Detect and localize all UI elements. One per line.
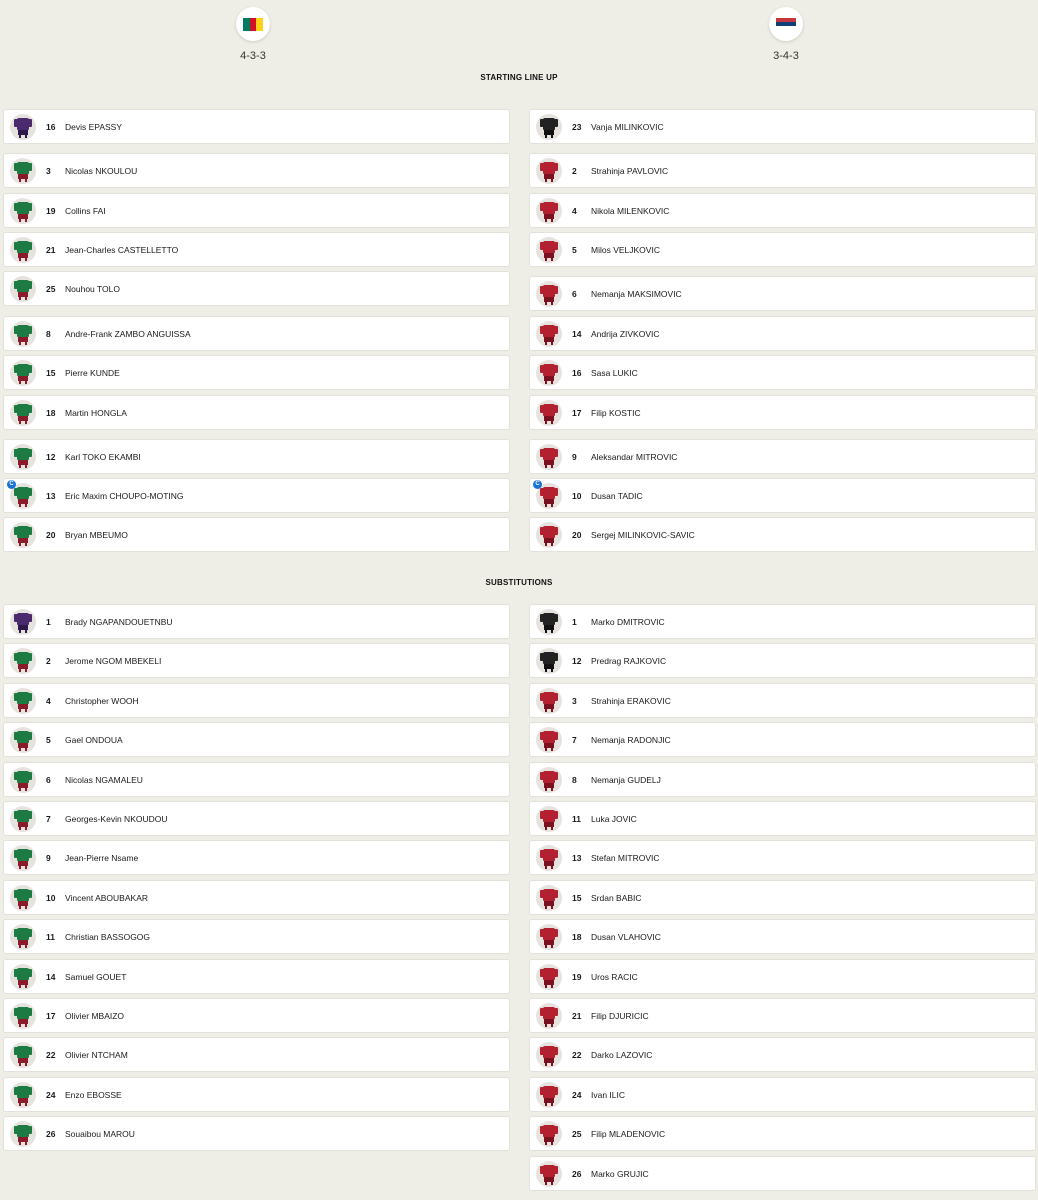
player-number: 22 [572, 1049, 582, 1060]
player-name: Sasa LUKIC [591, 367, 638, 378]
player-avatar [536, 806, 562, 832]
player-number: 9 [572, 451, 577, 462]
jersey-icon [540, 239, 558, 261]
player-row[interactable] [3, 478, 510, 513]
player-name: Stefan MITROVIC [591, 852, 660, 863]
jersey-icon [14, 769, 32, 791]
jersey-icon [14, 362, 32, 384]
player-avatar [10, 806, 36, 832]
player-avatar [536, 1121, 562, 1147]
player-number: 11 [572, 813, 581, 824]
player-name: Jean-Charles CASTELLETTO [65, 244, 179, 255]
player-name: Olivier NTCHAM [65, 1049, 128, 1060]
player-number: 14 [46, 971, 56, 982]
player-name: Andre-Frank ZAMBO ANGUISSA [65, 328, 191, 339]
away-team-flag [769, 7, 803, 41]
player-avatar [536, 522, 562, 548]
jersey-icon [14, 239, 32, 261]
player-avatar [536, 483, 562, 509]
player-number: 26 [46, 1128, 56, 1139]
player-row[interactable] [529, 1156, 1036, 1191]
player-row[interactable] [3, 355, 510, 390]
jersey-icon [540, 402, 558, 424]
home-team-flag [236, 7, 270, 41]
player-avatar [10, 727, 36, 753]
player-name: Eric Maxim CHOUPO-MOTING [65, 490, 184, 501]
jersey-icon [540, 160, 558, 182]
player-name: Brady NGAPANDOUETNBU [65, 616, 173, 627]
player-avatar [536, 648, 562, 674]
player-name: Nikola MILENKOVIC [591, 205, 670, 216]
jersey-icon [14, 402, 32, 424]
player-row[interactable] [529, 316, 1036, 351]
player-row[interactable] [529, 1077, 1036, 1112]
player-number: 19 [572, 971, 582, 982]
player-avatar [10, 114, 36, 140]
player-name: Nicolas NGAMALEU [65, 774, 143, 785]
player-avatar [536, 360, 562, 386]
jersey-icon [540, 362, 558, 384]
player-avatar [10, 483, 36, 509]
player-number: 20 [572, 529, 582, 540]
player-name: Andrija ZIVKOVIC [591, 328, 660, 339]
player-name: Marko GRUJIC [591, 1168, 649, 1179]
player-name: Martin HONGLA [65, 407, 127, 418]
player-name: Nemanja MAKSIMOVIC [591, 288, 682, 299]
player-row[interactable] [529, 604, 1036, 639]
player-avatar [10, 400, 36, 426]
serbia-flag-icon [776, 18, 796, 31]
player-name: Ivan ILIC [591, 1089, 626, 1100]
player-row[interactable] [529, 439, 1036, 474]
player-number: 25 [46, 283, 56, 294]
player-number: 21 [572, 1010, 582, 1021]
jersey-icon [14, 1084, 32, 1106]
player-number: 8 [572, 774, 577, 785]
jersey-icon [14, 690, 32, 712]
player-avatar [10, 360, 36, 386]
player-row[interactable] [3, 722, 510, 757]
player-name: Darko LAZOVIC [591, 1049, 653, 1060]
player-number: 13 [46, 490, 56, 501]
player-name: Filip KOSTIC [591, 407, 641, 418]
player-number: 18 [572, 931, 582, 942]
jersey-icon [14, 446, 32, 468]
player-avatar [10, 648, 36, 674]
player-name: Karl TOKO EKAMBI [65, 451, 141, 462]
player-row[interactable] [3, 316, 510, 351]
player-name: Srdan BABIC [591, 892, 642, 903]
player-row[interactable] [529, 643, 1036, 678]
jersey-icon [540, 847, 558, 869]
player-avatar [10, 964, 36, 990]
player-row[interactable] [3, 880, 510, 915]
jersey-icon [14, 611, 32, 633]
player-number: 13 [572, 852, 582, 863]
player-avatar [10, 444, 36, 470]
player-row[interactable] [529, 998, 1036, 1033]
jersey-icon [14, 926, 32, 948]
player-name: Jerome NGOM MBEKELI [65, 655, 162, 666]
player-avatar [536, 688, 562, 714]
player-row[interactable] [529, 919, 1036, 954]
jersey-icon [540, 808, 558, 830]
jersey-icon [14, 160, 32, 182]
player-name: Nouhou TOLO [65, 283, 120, 294]
player-name: Georges-Kevin NKOUDOU [65, 813, 168, 824]
player-name: Dusan VLAHOVIC [591, 931, 661, 942]
jersey-icon [14, 650, 32, 672]
player-avatar [536, 237, 562, 263]
player-number: 4 [46, 695, 51, 706]
player-row[interactable] [529, 478, 1036, 513]
player-avatar [536, 609, 562, 635]
player-avatar [536, 964, 562, 990]
player-row[interactable] [3, 1116, 510, 1151]
player-avatar [10, 1003, 36, 1029]
jersey-icon [14, 1044, 32, 1066]
player-name: Souaibou MAROU [65, 1128, 135, 1139]
player-number: 17 [46, 1010, 56, 1021]
player-number: 26 [572, 1168, 582, 1179]
player-row[interactable] [529, 959, 1036, 994]
player-number: 16 [572, 367, 582, 378]
player-number: 15 [572, 892, 582, 903]
player-row[interactable] [529, 762, 1036, 797]
jersey-icon [14, 278, 32, 300]
player-name: Sergej MILINKOVIC-SAVIC [591, 529, 695, 540]
player-name: Vincent ABOUBAKAR [65, 892, 148, 903]
jersey-icon [540, 729, 558, 751]
player-number: 3 [46, 165, 51, 176]
player-row[interactable] [3, 1077, 510, 1112]
player-avatar [10, 158, 36, 184]
player-number: 15 [46, 367, 56, 378]
jersey-icon [540, 611, 558, 633]
player-number: 16 [46, 121, 56, 132]
player-row[interactable] [3, 683, 510, 718]
player-row[interactable] [529, 517, 1036, 552]
player-avatar [10, 767, 36, 793]
player-name: Filip DJURICIC [591, 1010, 649, 1021]
player-avatar [10, 924, 36, 950]
player-name: Christian BASSOGOG [65, 931, 151, 942]
player-row[interactable] [529, 1116, 1036, 1151]
player-avatar [536, 767, 562, 793]
player-avatar [536, 1161, 562, 1187]
substitutions-heading: SUBSTITUTIONS [485, 578, 553, 587]
player-number: 12 [572, 655, 582, 666]
jersey-icon [540, 769, 558, 791]
player-name: Enzo EBOSSE [65, 1089, 122, 1100]
player-number: 14 [572, 328, 582, 339]
player-number: 19 [46, 205, 56, 216]
jersey-icon [14, 729, 32, 751]
player-row[interactable] [529, 722, 1036, 757]
player-name: Vanja MILINKOVIC [591, 121, 664, 132]
player-number: 23 [572, 121, 582, 132]
player-avatar [10, 198, 36, 224]
player-name: Aleksandar MITROVIC [591, 451, 678, 462]
player-name: Nemanja GUDELJ [591, 774, 661, 785]
player-row[interactable] [529, 801, 1036, 836]
jersey-icon [540, 650, 558, 672]
player-avatar [536, 1042, 562, 1068]
jersey-icon [14, 1123, 32, 1145]
jersey-icon [14, 966, 32, 988]
player-row[interactable] [3, 439, 510, 474]
player-row[interactable] [3, 193, 510, 228]
captain-badge-icon: C [7, 480, 16, 489]
jersey-icon [540, 283, 558, 305]
jersey-icon [540, 323, 558, 345]
player-number: 7 [46, 813, 51, 824]
player-name: Luka JOVIC [591, 813, 637, 824]
player-number: 12 [46, 451, 56, 462]
jersey-icon [540, 446, 558, 468]
jersey-icon [540, 200, 558, 222]
jersey-icon [540, 1005, 558, 1027]
player-row[interactable] [529, 840, 1036, 875]
player-number: 9 [46, 852, 51, 863]
cameroon-flag-icon [243, 18, 263, 31]
player-name: Bryan MBEUMO [65, 529, 128, 540]
player-name: Strahinja PAVLOVIC [591, 165, 669, 176]
player-number: 6 [46, 774, 51, 785]
player-avatar [10, 237, 36, 263]
player-name: Olivier MBAIZO [65, 1010, 125, 1021]
player-avatar [10, 609, 36, 635]
player-row[interactable] [3, 109, 510, 144]
player-number: 3 [572, 695, 577, 706]
player-number: 1 [572, 616, 577, 627]
player-number: 5 [572, 244, 577, 255]
jersey-icon [540, 966, 558, 988]
player-number: 11 [46, 931, 55, 942]
player-name: Nemanja RADONJIC [591, 734, 671, 745]
player-avatar [536, 924, 562, 950]
jersey-icon [14, 323, 32, 345]
player-name: Samuel GOUET [65, 971, 127, 982]
player-avatar [536, 400, 562, 426]
player-avatar [10, 1082, 36, 1108]
jersey-icon [14, 524, 32, 546]
player-avatar [536, 845, 562, 871]
player-number: 24 [46, 1089, 56, 1100]
player-number: 10 [572, 490, 582, 501]
player-row[interactable] [529, 355, 1036, 390]
captain-badge-icon: C [533, 480, 542, 489]
player-number: 5 [46, 734, 51, 745]
player-name: Gael ONDOUA [65, 734, 123, 745]
player-avatar [10, 885, 36, 911]
player-row[interactable] [3, 801, 510, 836]
player-avatar [536, 281, 562, 307]
starting-lineup-heading: STARTING LINE UP [480, 73, 558, 82]
player-row[interactable] [529, 276, 1036, 311]
player-row[interactable] [3, 395, 510, 430]
player-number: 24 [572, 1089, 582, 1100]
player-row[interactable] [3, 271, 510, 306]
player-avatar [536, 321, 562, 347]
player-avatar [536, 1003, 562, 1029]
jersey-icon [540, 524, 558, 546]
player-number: 7 [572, 734, 577, 745]
player-name: Jean-Pierre Nsame [65, 852, 139, 863]
player-number: 2 [572, 165, 577, 176]
player-row[interactable] [3, 153, 510, 188]
player-name: Uros RACIC [591, 971, 638, 982]
jersey-icon [540, 1084, 558, 1106]
player-row[interactable] [3, 998, 510, 1033]
jersey-icon [14, 200, 32, 222]
player-name: Marko DMITROVIC [591, 616, 665, 627]
jersey-icon [540, 485, 558, 507]
player-name: Nicolas NKOULOU [65, 165, 138, 176]
home-formation: 4-3-3 [240, 50, 266, 62]
player-number: 4 [572, 205, 577, 216]
away-formation: 3-4-3 [773, 50, 799, 62]
player-row[interactable] [529, 683, 1036, 718]
player-name: Dusan TADIC [591, 490, 643, 501]
jersey-icon [540, 690, 558, 712]
player-avatar [10, 688, 36, 714]
jersey-icon [14, 485, 32, 507]
player-row[interactable] [529, 232, 1036, 267]
player-number: 6 [572, 288, 577, 299]
player-row[interactable] [3, 517, 510, 552]
player-number: 10 [46, 892, 56, 903]
player-number: 2 [46, 655, 51, 666]
player-avatar [10, 845, 36, 871]
player-row[interactable] [3, 919, 510, 954]
player-avatar [536, 885, 562, 911]
player-row[interactable] [3, 232, 510, 267]
player-name: Filip MLADENOVIC [591, 1128, 666, 1139]
player-row[interactable] [3, 1037, 510, 1072]
player-row[interactable] [3, 959, 510, 994]
player-avatar [536, 198, 562, 224]
player-avatar [536, 1082, 562, 1108]
jersey-icon [540, 887, 558, 909]
player-row[interactable] [3, 840, 510, 875]
player-name: Pierre KUNDE [65, 367, 120, 378]
player-name: Christopher WOOH [65, 695, 139, 706]
player-row[interactable] [529, 193, 1036, 228]
jersey-icon [540, 1044, 558, 1066]
player-avatar [536, 158, 562, 184]
player-row[interactable] [529, 880, 1036, 915]
player-avatar [536, 114, 562, 140]
jersey-icon [14, 887, 32, 909]
player-row[interactable] [3, 604, 510, 639]
player-number: 17 [572, 407, 582, 418]
player-number: 22 [46, 1049, 56, 1060]
player-number: 21 [46, 244, 56, 255]
player-name: Strahinja ERAKOVIC [591, 695, 671, 706]
jersey-icon [540, 1123, 558, 1145]
jersey-icon [14, 116, 32, 138]
jersey-icon [14, 808, 32, 830]
jersey-icon [540, 116, 558, 138]
player-number: 8 [46, 328, 51, 339]
player-number: 1 [46, 616, 51, 627]
player-avatar [536, 444, 562, 470]
player-avatar [10, 1042, 36, 1068]
player-name: Milos VELJKOVIC [591, 244, 660, 255]
jersey-icon [14, 1005, 32, 1027]
player-row[interactable] [3, 762, 510, 797]
player-row[interactable] [529, 109, 1036, 144]
jersey-icon [14, 847, 32, 869]
player-avatar [10, 321, 36, 347]
player-number: 25 [572, 1128, 582, 1139]
player-avatar [10, 1121, 36, 1147]
player-row[interactable] [3, 643, 510, 678]
player-avatar [10, 522, 36, 548]
player-row[interactable] [529, 395, 1036, 430]
player-number: 18 [46, 407, 56, 418]
player-name: Devis EPASSY [65, 121, 123, 132]
jersey-icon [540, 1163, 558, 1185]
player-row[interactable] [529, 153, 1036, 188]
jersey-icon [540, 926, 558, 948]
player-row[interactable] [529, 1037, 1036, 1072]
player-number: 20 [46, 529, 56, 540]
player-name: Collins FAI [65, 205, 106, 216]
player-avatar [536, 727, 562, 753]
player-name: Predrag RAJKOVIC [591, 655, 667, 666]
player-avatar [10, 276, 36, 302]
